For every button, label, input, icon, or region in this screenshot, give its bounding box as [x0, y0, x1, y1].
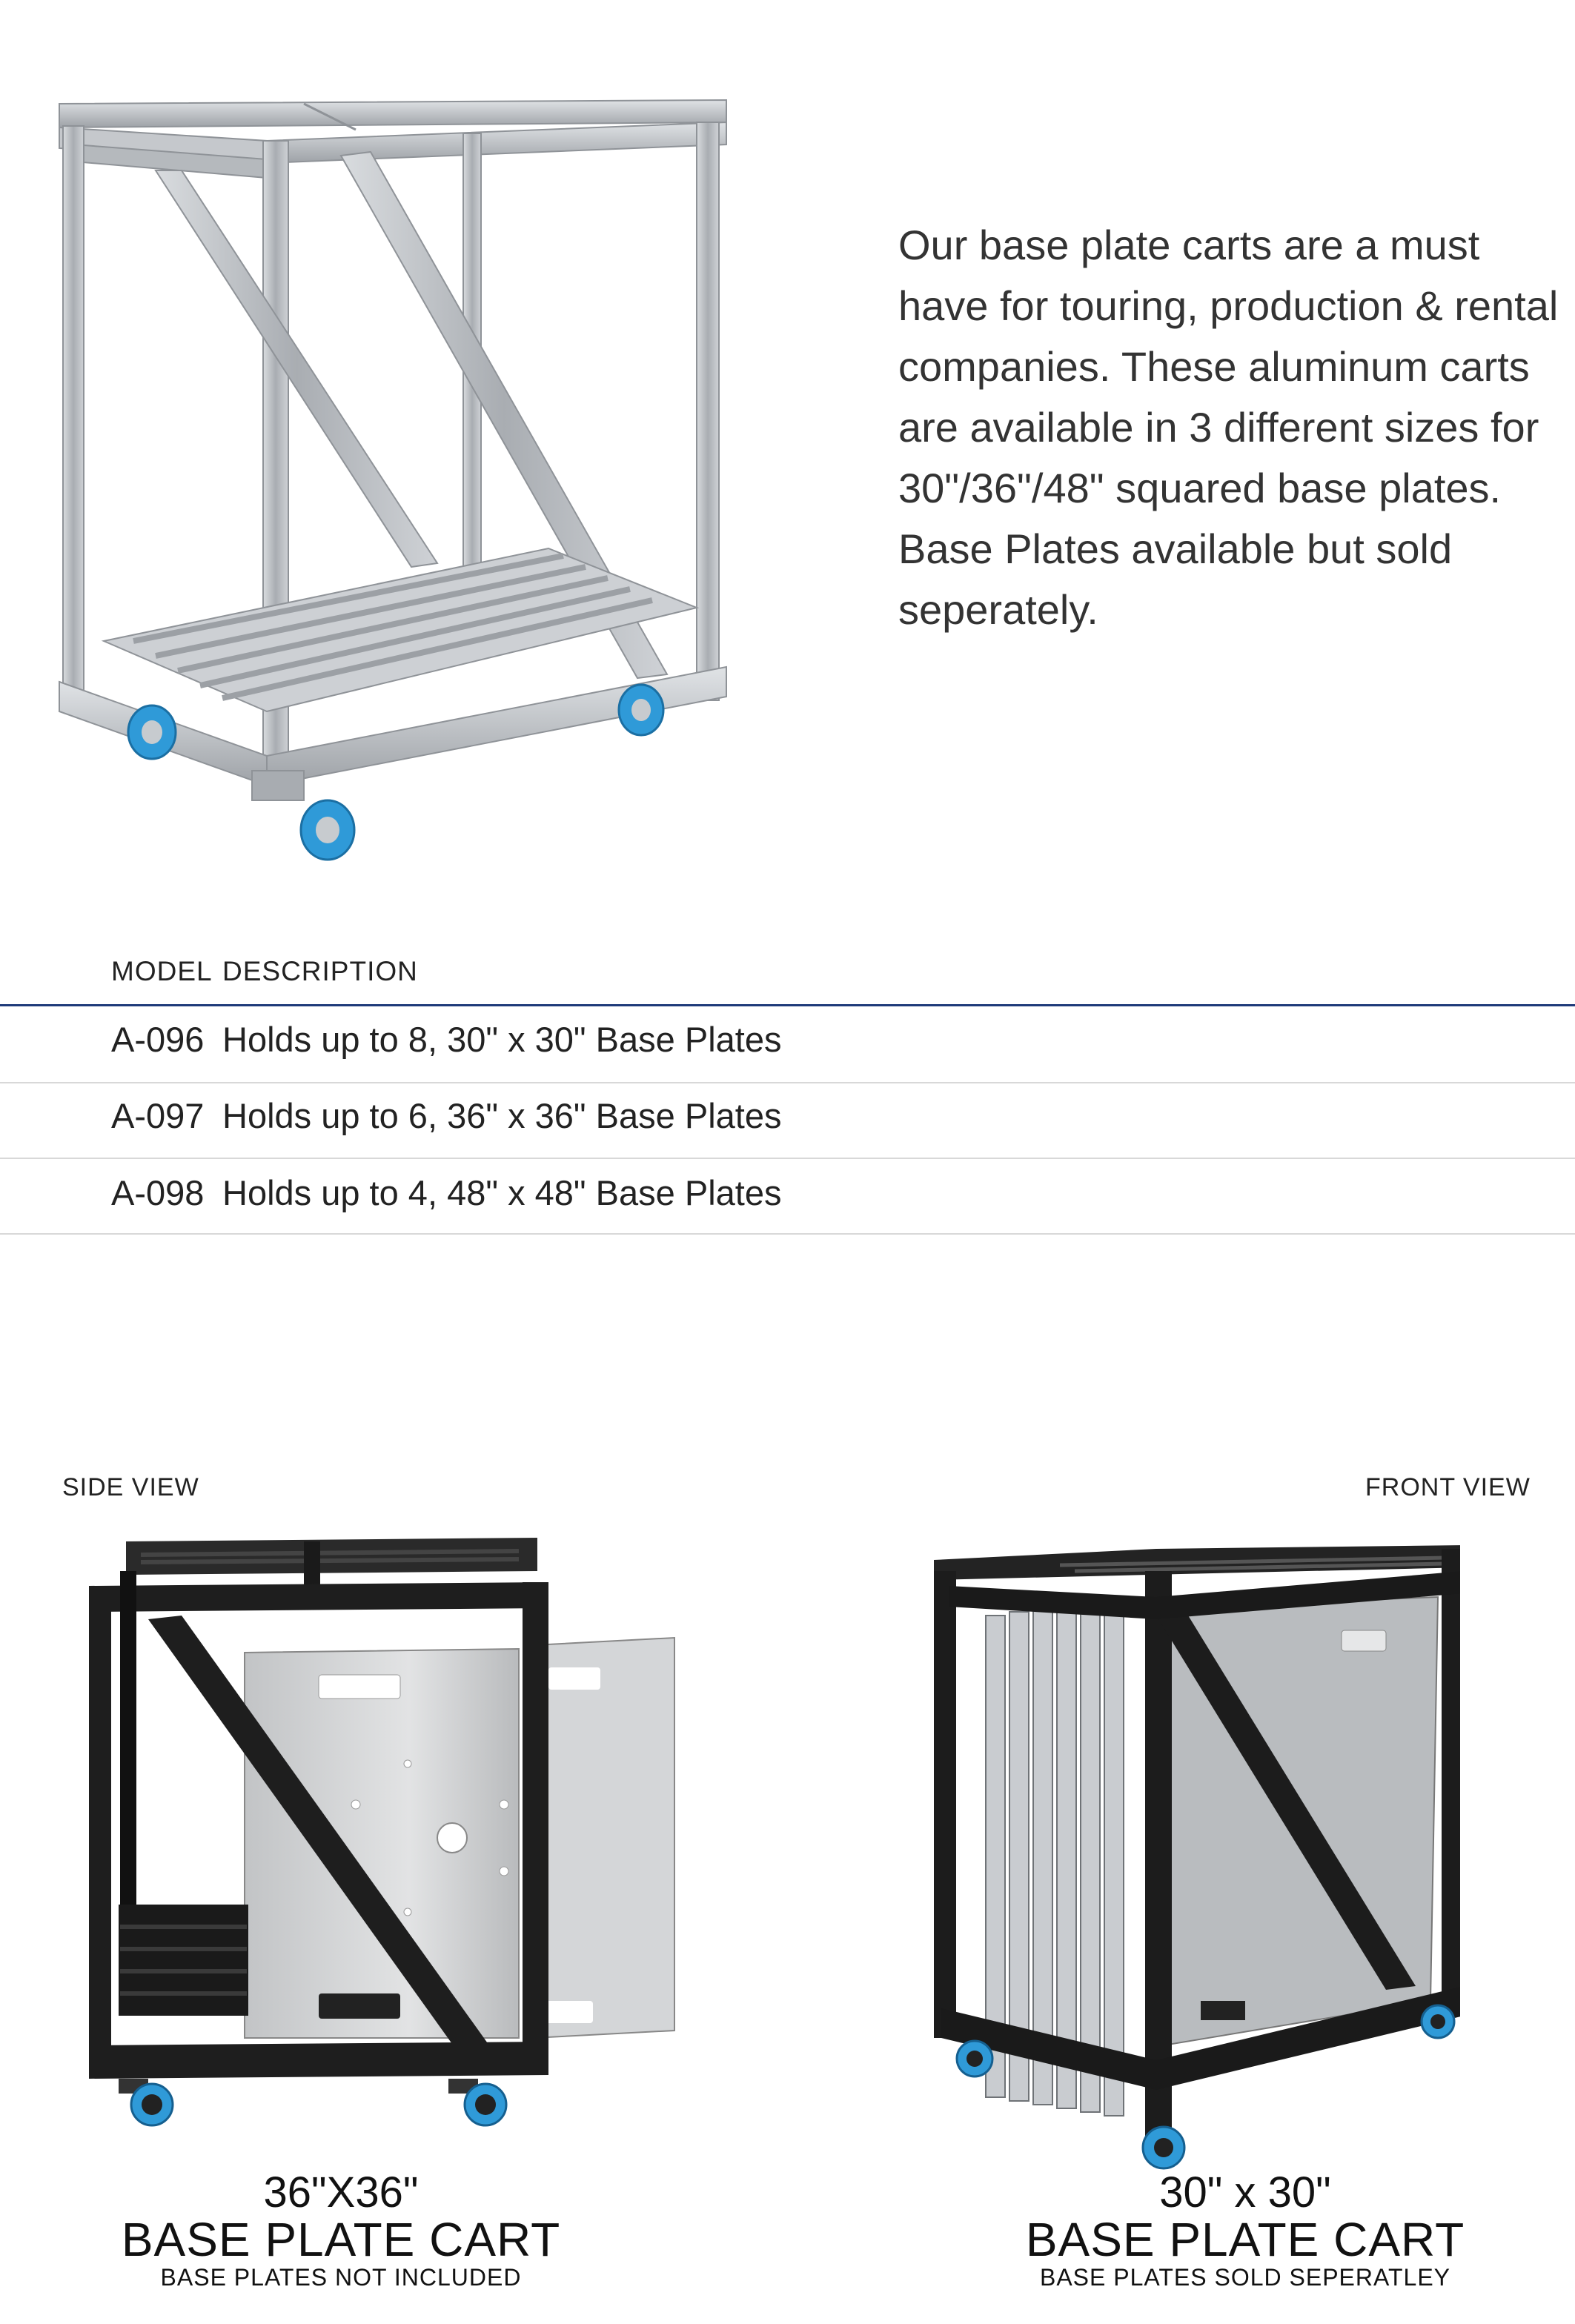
table-row [111, 1019, 781, 1060]
model-cell: A-097 [111, 1096, 205, 1135]
table-row-divider [0, 1082, 1575, 1083]
left-caption-size: 36"X36" [263, 2168, 419, 2217]
table-row-divider [0, 1233, 1575, 1235]
left-caption-note-wrap [44, 2264, 637, 2291]
side-view-label: SIDE VIEW [62, 1473, 199, 1501]
front-view-label: FRONT VIEW [1365, 1473, 1531, 1501]
left-caption-title: BASE PLATE CART [121, 2213, 561, 2266]
right-caption-title: BASE PLATE CART [1025, 2213, 1465, 2266]
table-header-rule [0, 1004, 1575, 1006]
left-caption-title-wrap [44, 2212, 637, 2267]
model-cell: A-098 [111, 1173, 205, 1212]
description-column-header: DESCRIPTION [222, 956, 418, 986]
left-caption-note: BASE PLATES NOT INCLUDED [160, 2264, 522, 2291]
model-column-header: MODEL [111, 956, 213, 986]
model-cell: A-096 [111, 1020, 205, 1059]
aluminum-cart-image [44, 89, 756, 874]
table-row [111, 1172, 781, 1213]
front-view-cart-image [926, 1527, 1460, 2179]
description-cell: Holds up to 4, 48" x 48" Base Plates [222, 1173, 782, 1212]
table-row-divider [0, 1158, 1575, 1159]
intro-paragraph: Our base plate carts are a must have for touring, production & rental companies. These aluminum carts are available in 3 different sizes for 30"/36"/48" squared base plates. Base Plates available but sold seperately. [898, 222, 1559, 633]
right-caption-note-wrap [949, 2264, 1542, 2291]
right-caption-note: BASE PLATES SOLD SEPERATLEY [1039, 2264, 1450, 2291]
right-caption-size: 30" x 30" [1159, 2168, 1331, 2217]
left-caption [119, 2168, 563, 2217]
table-row [111, 1095, 781, 1136]
description-cell: Holds up to 8, 30" x 30" Base Plates [222, 1020, 782, 1059]
right-caption-title-wrap [949, 2212, 1542, 2267]
description-cell: Holds up to 6, 36" x 36" Base Plates [222, 1096, 782, 1135]
side-view-cart-image [74, 1527, 697, 2142]
spec-table-header [111, 956, 418, 987]
right-caption [1023, 2168, 1468, 2217]
